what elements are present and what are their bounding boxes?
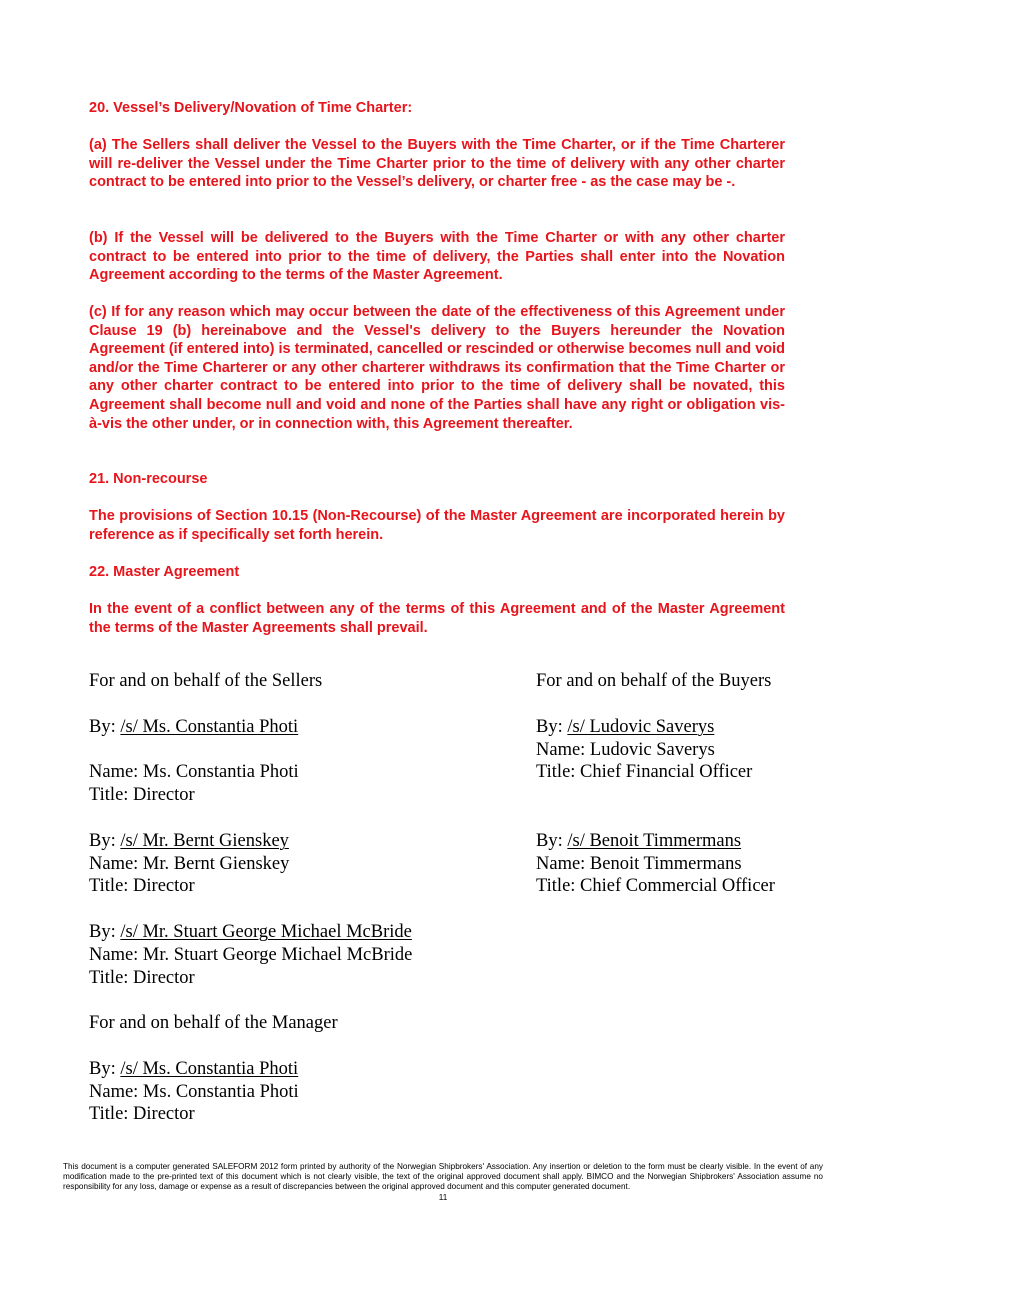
signature: /s/ Mr. Bernt Gienskey xyxy=(120,831,289,851)
sellers-signatory-3-name: Name: Mr. Stuart George Michael McBride xyxy=(89,945,413,965)
clause-20-b: (b) If the Vessel will be delivered to the Buyers with the Time Charter or with any other charter contract to be entered into prior to the time of delivery, the Parties shall enter into the Novation Agreement according to the terms of the Master Agreement. xyxy=(89,230,785,284)
by-label: By: xyxy=(536,831,568,851)
sellers-heading: For and on behalf of the Sellers xyxy=(89,671,323,691)
sellers-signatory-1-name: Name: Ms. Constantia Photi xyxy=(89,762,299,782)
signature: /s/ Mr. Stuart George Michael McBride xyxy=(120,922,412,942)
buyers-signatory-2-name: Name: Benoit Timmermans xyxy=(536,854,742,874)
by-label: By: xyxy=(536,717,568,737)
buyers-signatory-1-by xyxy=(536,716,714,739)
sellers-signatory-1-title: Title: Director xyxy=(89,785,195,805)
page-number: 11 xyxy=(438,1193,448,1202)
manager-signatory-1-name: Name: Ms. Constantia Photi xyxy=(89,1082,299,1102)
sellers-signatory-3-by xyxy=(89,921,412,944)
signature: /s/ Ludovic Saverys xyxy=(567,717,715,737)
buyers-signatory-2-by xyxy=(536,830,741,853)
manager-signatory-1-title: Title: Director xyxy=(89,1104,195,1124)
sellers-signatory-2-by xyxy=(89,830,289,853)
clause-20-c: (c) If for any reason which may occur between the date of the effectiveness of this Agreement under Clause 19 (b) hereinabove and the Vessel's delivery to the Buyers hereunder the Novation Agreement (if entered into) is terminated, cancelled or rescinded or otherwise becomes null and void and/or the Time Charterer or any other charterer withdraws its confirmation that the Time Charter or any other charter contract to be entered into prior to the time of delivery shall be novated, this Agreement shall become null and void and none of the Parties shall have any right or obligation vis-à-vis the other under, or in connection with, this Agreement thereafter. xyxy=(89,304,785,432)
manager-heading: For and on behalf of the Manager xyxy=(89,1013,338,1033)
sellers-signatory-2-name: Name: Mr. Bernt Gienskey xyxy=(89,854,290,874)
buyers-signatory-2-title: Title: Chief Commercial Officer xyxy=(536,876,775,896)
clause-22-body: In the event of a conflict between any of the terms of this Agreement and of the Master Agreement the terms of the Master Agreements shall prevail. xyxy=(89,601,785,636)
clause-21-heading: 21. Non-recourse xyxy=(89,471,208,487)
clause-21-body: The provisions of Section 10.15 (Non-Recourse) of the Master Agreement are incorporated herein by reference as if specifically set forth herein. xyxy=(89,508,785,543)
buyers-signatory-1-title: Title: Chief Financial Officer xyxy=(536,762,753,782)
by-label: By: xyxy=(89,717,121,737)
by-label: By: xyxy=(89,1059,121,1079)
by-label: By: xyxy=(89,831,121,851)
signature: /s/ Ms. Constantia Photi xyxy=(120,1059,299,1079)
footer-disclaimer: This document is a computer generated SALEFORM 2012 form printed by authority of the Norwegian Shipbrokers' Association. Any insertion or deletion to the form must be clearly visible. In the event of any modification made to the pre-printed text of this document which is not clearly visible, the text of the original approved document shall apply. BIMCO and the Norwegian Shipbrokers' Association assume no responsibility for any loss, damage or expense as a result of discrepancies between the original approved document and this computer generated document. xyxy=(63,1162,823,1191)
clause-22-heading: 22. Master Agreement xyxy=(89,564,240,580)
clause-20-heading: 20. Vessel’s Delivery/Novation of Time Charter: xyxy=(89,100,413,116)
sellers-signatory-1-by xyxy=(89,716,298,739)
clause-20-a: (a) The Sellers shall deliver the Vessel to the Buyers with the Time Charter, or if the Time Charterer will re-deliver the Vessel under the Time Charter prior to the time of delivery with any other charter contract to be entered into prior to the Vessel’s delivery, or charter free - as the case may be -. xyxy=(89,137,785,191)
sellers-signatory-2-title: Title: Director xyxy=(89,876,195,896)
buyers-signatory-1-name: Name: Ludovic Saverys xyxy=(536,740,715,760)
manager-signatory-1-by xyxy=(89,1058,298,1081)
signature: /s/ Benoit Timmermans xyxy=(567,831,742,851)
buyers-heading: For and on behalf of the Buyers xyxy=(536,671,772,691)
sellers-signatory-3-title: Title: Director xyxy=(89,968,195,988)
by-label: By: xyxy=(89,922,121,942)
signature: /s/ Ms. Constantia Photi xyxy=(120,717,299,737)
